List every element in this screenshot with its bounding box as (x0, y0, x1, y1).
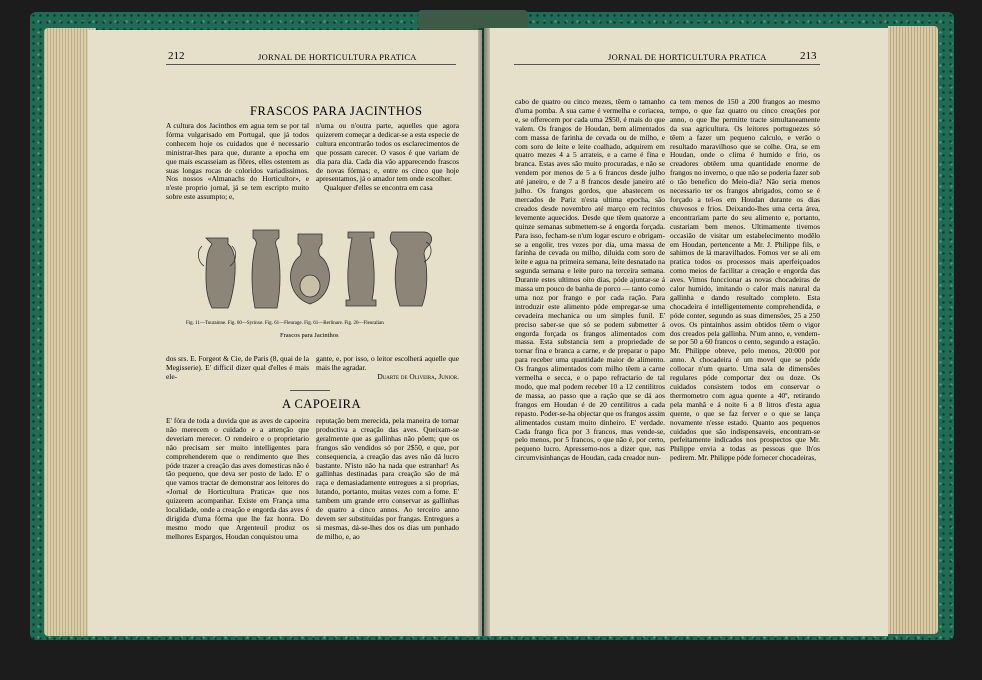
frascos-after-col-1 (166, 355, 309, 385)
author-signature: Duarte de Oliveira, Junior. (377, 371, 459, 381)
frascos-after-text-2: gante, e, por isso, o leitor escolherá aquelle que mais lhe agradar. (316, 354, 459, 372)
capoeira-text-1: E' fóra de toda a duvida que as aves de capoeira não merecem o cuidado e a attenção que deveriam merecer. O rendeiro e o proprietario não precisam ser muito intelligentes para comprehenderem que o rendimento que lhes póde trazer a creação das aves domesticas não é tão pequeno, que deva ser posto de lado. E' o que vamos tractar de demonstrar aos leitores do «Jornal de Horticultura Pratica» que nos quizerem acompanhar. Existe em França uma localidade, onde a creação e engorda das aves é dirigida d'uma fórma que lhe faz honra. Do mesmo modo que Argenteuil produz os melhores Espargos, Houdan conquistou uma (166, 416, 309, 541)
right-page-edges (888, 26, 938, 634)
capoeira-column-2 (316, 417, 459, 567)
frascos-column-1 (166, 122, 309, 218)
left-page-number: 212 (168, 50, 185, 62)
frascos-text-2b: Qualquer d'elles se encontra em casa (324, 183, 433, 193)
frascos-after-col-2 (316, 355, 459, 385)
book-spine (418, 10, 528, 30)
capoeira-text-2: reputação bem merecida, pela maneira de tornar productiva a creação das aves. Queixam-se geralmente que as gallinhas não põem; que os frangos são vendidos só por 2$50, e que, por consequencia, a creação das aves não dá lucro bastante. N'isto não ha nada que estranhar! As gallinhas destinadas para creação são de má raça e demasiadamente entregues a si proprias, lutando, portanto, muitas vezes com a fome. E' tambem um grande erro conservar as gallinhas de quatro a cinco annos. Ao terceiro anno devem ser substituidas por frangas. Entregues a si mesmas, dá-se-lhes dos os dias um punhado de milho, e, ao (316, 416, 459, 541)
vase-fleuralian (390, 232, 431, 306)
book-gutter (478, 28, 490, 636)
frascos-column-2 (316, 122, 459, 218)
section-divider (290, 390, 330, 391)
capoeira-column-1 (166, 417, 309, 567)
vase-berlinare (346, 232, 376, 306)
hyacinth-vases-illustration (198, 228, 438, 318)
vase-tourainne (206, 238, 235, 308)
right-column-1 (515, 98, 665, 570)
right-page-number: 213 (800, 50, 817, 62)
left-running-head: JORNAL DE HORTICULTURA PRATICA (258, 52, 417, 62)
header-rule-right (514, 64, 820, 65)
header-rule (166, 64, 456, 65)
right-text-2: ca tem menos de 150 a 200 frangos ao mesmo tempo, o que faz quatro ou cinco creações por anno, o que lhe permitte tracte simultaneamente da sua agricultura. Os leitores portuguezes só têem a fazer um pequeno calculo, e verão o resultado maravilhoso que se colhe. Ora, se em Houdan, onde o clima é humido e frio, os creadores obtêem uma quantidade enorme de frangos no inverno, o que não se poderia fazer sob o tão benefico do Meio-dia? Não seria menos necessario ter os frangos abrigados, como se é forçado a tel-os em Houdan durante os dias chuvosos e frios. Deixando-lhes uma certa área, encontrariam parte do seu alimento e, portanto, custariam bem menos. Ultimamente tivemos occasião de visitar um estabelecimento modêlo em Houdan, pertencente a Mr. J. Philippe fils, e sahimos de lá maravilhados. Fomos ver se ali em pratica todos os processos mais aperfeiçoados como meios de facilitar a creação e engorda das aves. Vimos funccionar as novas chocadeiras de calor humido, imitando o calor mais natural da gallinha e dando resultado completo. Esta chocadeira é intelligentemente comprehendida, e póde conter, segundo as suas dimensões, 25 a 250 ovos. Os pintainhos assim obtidos têem o vigor dos creados pela gallinha. N'um anno, e, vendem-se por 50 a 60 francos o cento, segundo a estação. Mr. Philippe obteve, pelo menos, 20:000 por anno. A chocadeira é um movel que se póde collocar n'um quarto. Uma sala de dimensões regulares póde comportar dez ou doze. Os cuidados consistem todos em conservar o thermometro com agua quente a 40º, retirando pela manhã e á noite 6 a 8 litros d'esta agua quente, o que se faz ferver e o que se lança novamente n'esse estado. Quanto aos pequenos cuidados que são indispensaveis, encontram-se perfeitamente indicados nos prospectos que Mr. Philippe envia a todas as pessoas que lh'os pedirem. Mr. Philippe póde fornecer chocadeiras, (670, 97, 820, 463)
frascos-text-2: n'uma ou n'outra parte, aquelles que agora quizerem começar a dedicar-se a esta especie de cultura encontrarão todos os esclarecimentos de que possam carecer. O vasos é que variam de dia para dia. Cada dia vão apparecendo frascos de novas fórmas; e, entre os cinco que hoje apresentamos, já o amador tem onde escolher. (316, 121, 459, 184)
article-title-frascos: FRASCOS PARA JACINTHOS (250, 104, 423, 118)
right-text-1: cabo de quatro ou cinco mezes, têem o tamanho d'uma pomba. A sua carne é vermelha e coriacea, e, se offerecem por cada uma 2$50, é mais do que valem. Os frangos de Houdan, bem alimentados com massa de farinha de cevada ou de milho, e com soro de leite e leite coalhado, adquirem em quatro mezes 4 a 5 arrateis, e a carne é fina e branca. Estas aves são muito procuradas, e não se vendem por menos de 5 a 6 francos desde julho até janeiro, e de 7 a 8 francos desde janeiro até julho. Os frangos gordos, que abastecem os mercados de Pariz n'esta ultima epocha, são creados desde novembro até março em recintos levemente aquecidos. Desde que têem quatorze a quinze semanas submettem-se á engorda forçada. Para isso, fecham-se n'um logar escuro e obrigam-se a engolir, tres vezes por dia, uma massa de farinha de cevada ou milho, diluida com soro de leite e agua na primeira semana, leite desnatado na segunda semana e leite puro na terceira semana. Durante estes ultimos oito dias, póde ajuntar-se á massa um pouco de banha de porco — tanto como uma noz por frango e por cada ração. Para introduzir este alimento póde empregar-se uma cevadeira mechanica ou um simples funil. E' preciso saber-se que só se podem submetter á engorda forçada os frangos alimentados com massa. Esta substancia tem a propriedade de tornar fina e branca a carne, e de preparar o papo para receber uma quantidade maior de alimento. Os frangos alimentados com milho têem a carne vermelha e secca, e o papo refractario de tal modo, que mal podem receber 10 a 12 centilitros de massa, ao passo que a ração que se dá aos frangos em Houdan é de 20 centilitros a cada repasto. Poder-se-ha objectar que os frangos assim alimentados custam muito dinheiro. E' verdade. Cada frango fica por 3 francos, mas vende-se, pelo menos, por 5 francos, o que não é, por certo, pequeno lucro. Apressemo-nos a dizer que, nas circumvisinhanças de Houdan, cada creador nun- (515, 97, 665, 463)
figure-caption: Fig. 11—Tourainne. Fig. 60—Syrinxe. Fig. 61—Fleurage. Fig. 61—Berlinare. Fig. 20—Fleuralian (186, 321, 384, 326)
right-column-2 (670, 98, 820, 570)
frascos-text-1: A cultura dos Jacinthos em agua tem se por tal fórma vulgarisado em Portugal, que já todos conhecem hoje os cuidados que é necessario ministrar-lhes para que, durante a epocha em que mais escasseiam as flôres, elles ostentem as suas longas rocas de coloridos variadissimos. Nos nossos «Almanachs do Horticultor», e n'este proprio jornal, já se tem escripto muito sobre este assumpto; e, (166, 121, 309, 202)
article-title-capoeira: A CAPOEIRA (282, 397, 361, 411)
figure-title: Frascos para Jacinthos (280, 332, 339, 339)
frascos-after-text-1: dos srs. E. Forgeot & Cie, de Paris (8, quai de la Megisserie). E' difficil dizer qual d'elles é mais ele- (166, 354, 309, 381)
vase-syrinxe (252, 230, 280, 308)
right-running-head: JORNAL DE HORTICULTURA PRATICA (608, 52, 767, 62)
